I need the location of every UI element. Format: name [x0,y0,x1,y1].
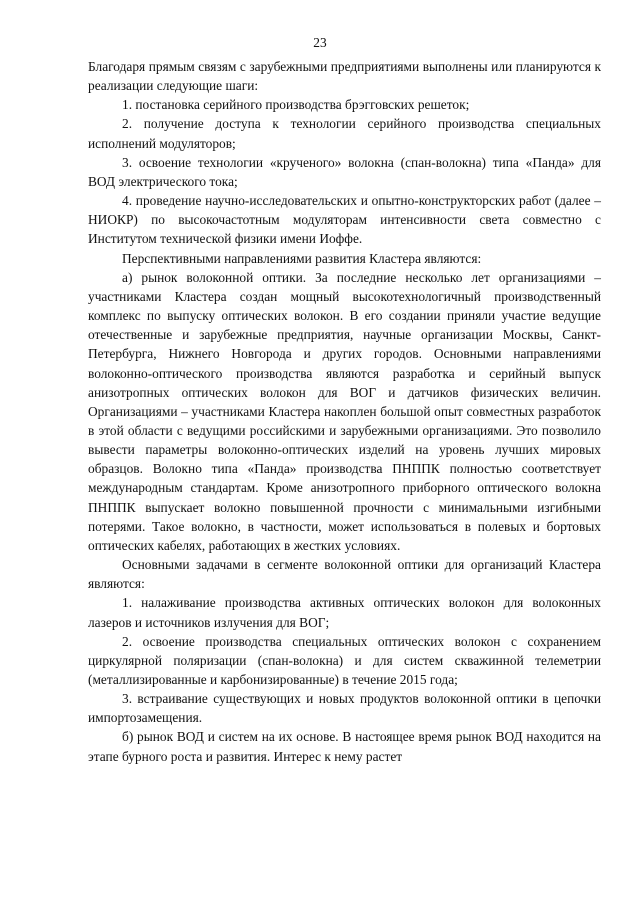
tasks-intro-paragraph: Основными задачами в сегменте волоконной оптики для организаций Кластера являются: [88,557,601,592]
list-item-step-1: 1. постановка серийного производства брэгговских решеток; [122,97,470,113]
directions-heading-paragraph: Перспективными направлениями развития Кластера являются: [122,250,482,266]
fos-market-paragraph: б) рынок ВОД и систем на их основе. В настоящее время рынок ВОД находится на этапе бурного роста и развития. Интерес к нему растет [88,729,601,764]
fiber-optics-market-paragraph: а) рынок волоконной оптики. За последние несколько лет организациями – участниками Кластера создан мощный высокотехнологичный производственный комплекс по выпуску оптических волокон. В его создании приняли участие ведущие отечественные и зарубежные предприятия, научные организации Москвы, Санкт-Петербурга, Нижнего Новгорода и других городов. Основными направлениями волоконно-оптического производства являются разработка и серийный выпуск анизотропных оптических волокон для ВОГ и датчиков физических величин. Организациями – участниками Кластера накоплен большой опыт совместных разработок в этой области с ведущими российскими и зарубежными организациями. Это позволило вывести параметры волоконно-оптических изделий на уровень лучших мировых образцов. Волокно типа «Панда» производства ПНППК полностью соответствует международным стандартам. Кроме анизотропного приборного оптического волокна ПНППК выпускает волокно повышенной прочности с минимальными изгибными потерями. Такое волокно, в частности, может использоваться в полевых и бортовых оптических кабелях, работающих в жестких условиях. [88,269,601,553]
list-item-step-2: 2. получение доступа к технологии серийного производства специальных исполнений модуляторов; [88,116,601,151]
intro-paragraph: Благодаря прямым связям с зарубежными предприятиями выполнены или планируются к реализации следующие шаги: [88,59,601,94]
list-item-step-3: 3. освоение технологии «крученого» волокна (спан-волокна) типа «Панда» для ВОД электрического тока; [88,154,601,189]
list-item-task-3: 3. встраивание существующих и новых продуктов волоконной оптики в цепочки импортозамещения. [88,691,601,726]
list-item-step-4: 4. проведение научно-исследовательских и опытно-конструкторских работ (далее – НИОКР) по высокочастотным модуляторам интенсивности света совместно с Институтом технической физики имени Иоффе. [88,193,601,247]
list-item-task-1: 1. налаживание производства активных оптических волокон для волоконных лазеров и источников излучения для ВОГ; [88,595,601,630]
list-item-task-2: 2. освоение производства специальных оптических волокон с сохранением циркулярной поляризации (спан-волокна) и для систем скважинной телеметрии (металлизированные и карбонизированные) в течение 2015 года; [88,633,601,687]
body-text [88,57,601,766]
page-number: 23 [313,35,327,50]
